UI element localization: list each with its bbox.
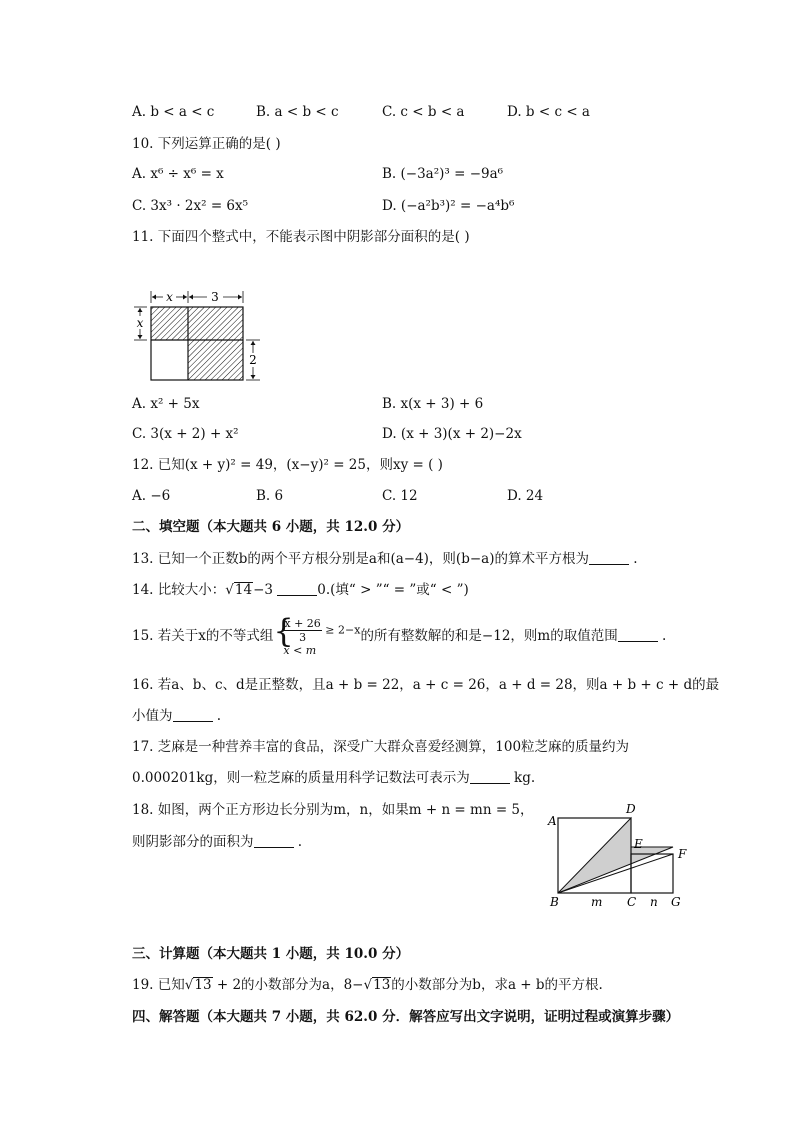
q12-option-d: D. 24: [507, 488, 544, 504]
q9-option-d: D. b < c < a: [507, 104, 590, 120]
label-f: F: [678, 847, 687, 861]
dim-3: 3: [211, 290, 219, 304]
dim-2: 2: [249, 353, 257, 367]
q16-answer-blank[interactable]: [173, 707, 213, 722]
label-g: G: [671, 895, 681, 909]
label-d: D: [626, 802, 636, 816]
dim-x-top: x: [166, 290, 173, 304]
label-m: m: [591, 895, 603, 909]
q11-option-c: C. 3(x + 2) + x²: [132, 426, 239, 442]
label-c: C: [627, 895, 637, 909]
q11-option-d: D. (x + 3)(x + 2)−2x: [382, 426, 522, 442]
q12-stem: 12. 已知(x + y)² = 49，(x−y)² = 25，则xy = ( ): [132, 457, 443, 473]
section-2-heading: 二、填空题（本大题共 6 小题，共 12.0 分）: [132, 519, 410, 535]
q17-answer-blank[interactable]: [470, 769, 510, 784]
q10-option-c: C. 3x³ · 2x² = 6x⁵: [132, 198, 249, 214]
q18-figure: [540, 800, 700, 910]
q11-figure: [130, 285, 265, 385]
q11-option-a: A. x² + 5x: [132, 396, 200, 412]
q14-radicand: 14: [234, 582, 253, 598]
q11-option-b: B. x(x + 3) + 6: [382, 396, 484, 412]
q10-stem: 10. 下列运算正确的是( ): [132, 136, 281, 152]
section-4-heading: 四、解答题（本大题共 7 小题，共 62.0 分．解答应写出文字说明，证明过程或演算步骤）: [132, 1009, 680, 1025]
label-b: B: [550, 895, 559, 909]
label-n: n: [650, 895, 658, 909]
q12-option-c: C. 12: [382, 488, 418, 504]
q12-option-b: B. 6: [256, 488, 284, 504]
q14-answer-blank[interactable]: [277, 581, 317, 596]
q18-answer-blank[interactable]: [254, 833, 294, 848]
q9-option-b: B. a < b < c: [256, 104, 339, 120]
shaded-rect-3: [188, 307, 243, 380]
q13-text: 13. 已知一个正数b的两个平方根分别是a和(a−4)，则(b−a)的算术平方根为: [132, 551, 589, 567]
q14: 14. 比较大小：√14−3 0.(填“ > ”“ = ”或“ < ”): [132, 582, 469, 598]
q17-line1: 17. 芝麻是一种营养丰富的食品，深受广大群众喜爱经测算，100粒芝麻的质量约为: [132, 739, 630, 755]
label-a: A: [548, 814, 557, 828]
q9-option-a: A. b < a < c: [132, 104, 215, 120]
q19: 19. 已知√13 + 2的小数部分为a，8−√13的小数部分为b，求a + b的平方根.: [132, 977, 603, 993]
dim-x-left: x: [136, 316, 144, 330]
q10-option-d: D. (−a²b³)² = −a⁴b⁶: [382, 198, 515, 214]
q15-answer-blank[interactable]: [618, 627, 658, 642]
q16-line2: 小值为 .: [132, 708, 222, 724]
q18-line2: 则阴影部分的面积为 .: [132, 834, 303, 850]
q15-inequality-system: { $\frac{x + 26}{3}$ ≥ 2−x x < m: [273, 611, 361, 657]
shaded-square-xx: [151, 307, 188, 340]
q13: 13. 已知一个正数b的两个平方根分别是a和(a−4)，则(b−a)的算术平方根为 .: [132, 551, 638, 567]
q10-option-a: A. x⁶ ÷ x⁶ = x: [132, 166, 224, 182]
q9-option-c: C. c < b < a: [382, 104, 465, 120]
shaded-region: [558, 818, 673, 893]
q13-answer-blank[interactable]: [589, 550, 629, 565]
q12-option-a: A. −6: [132, 488, 171, 504]
q16-line1: 16. 若a、b、c、d是正整数，且a + b = 22，a + c = 26，a + d = 28，则a + b + c + d的最: [132, 677, 720, 693]
q15: 15. 若关于x的不等式组 { $\frac{x + 26}{3}$ ≥ 2−x x < m 的所有整数解的和是−12，则m的取值范围 .: [132, 611, 667, 657]
section-3-heading: 三、计算题（本大题共 1 小题，共 10.0 分）: [132, 946, 410, 962]
label-e: E: [634, 837, 643, 851]
q17-line2: 0.000201kg，则一粒芝麻的质量用科学记数法可表示为 kg.: [132, 770, 536, 786]
q11-stem: 11. 下面四个整式中，不能表示图中阴影部分面积的是( ): [132, 229, 470, 245]
q18-line1: 18. 如图，两个正方形边长分别为m，n，如果m + n = mn = 5，: [132, 802, 534, 818]
q10-option-b: B. (−3a²)³ = −9a⁶: [382, 166, 504, 182]
